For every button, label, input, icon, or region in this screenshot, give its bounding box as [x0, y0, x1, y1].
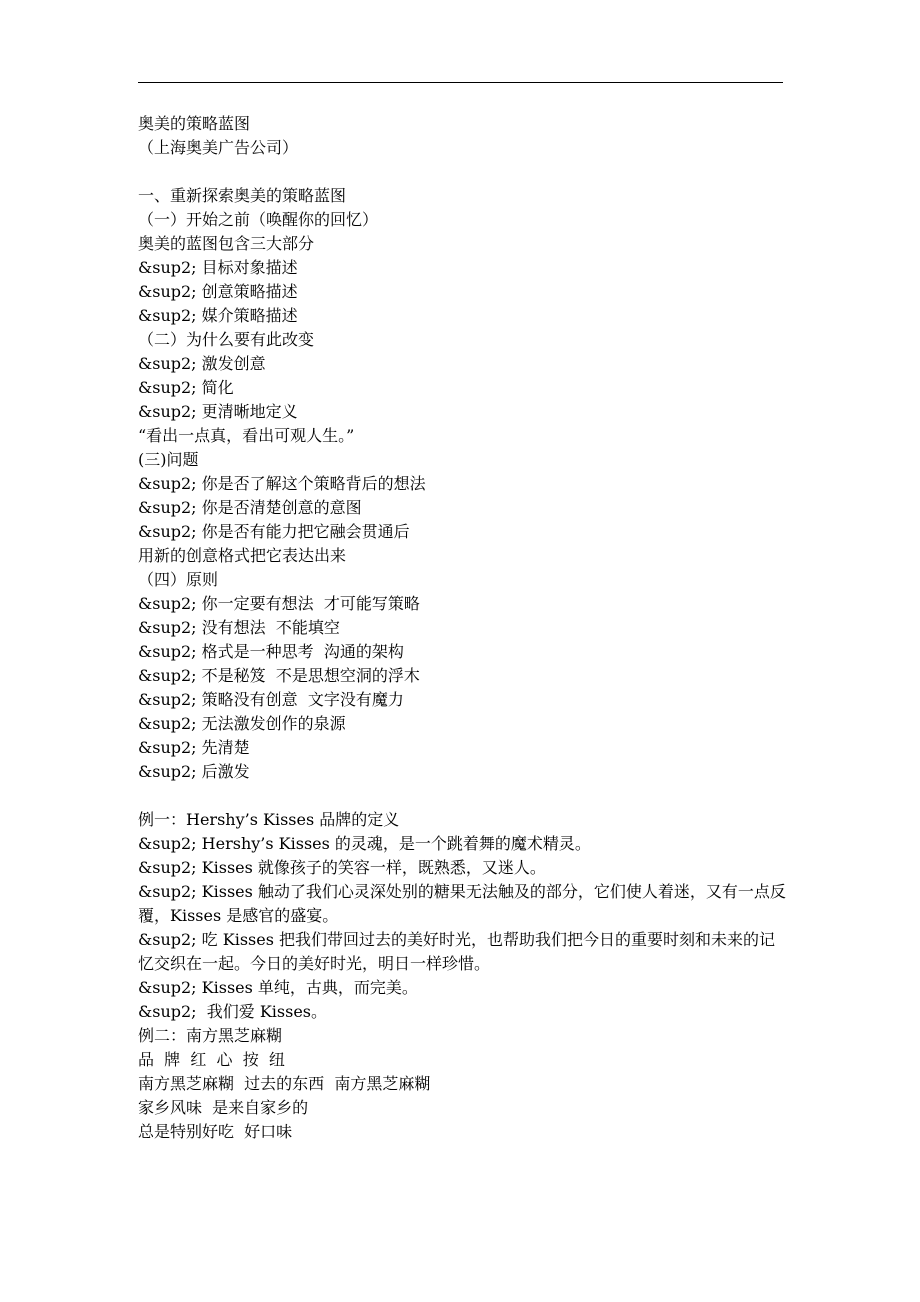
list-item: &sup2; 无法激发创作的泉源 [138, 714, 346, 733]
list-item: &sup2; Kisses 就像孩子的笑容一样，既熟悉，又迷人。 [138, 858, 546, 877]
list-item: &sup2; Kisses 单纯，古典，而完美。 [138, 978, 418, 997]
list-item: &sup2; 目标对象描述 [138, 258, 298, 277]
paragraph: 奥美的蓝图包含三大部分 [138, 234, 315, 253]
list-item: &sup2; 你是否有能力把它融会贯通后 [138, 522, 410, 541]
subsection-heading: （二）为什么要有此改变 [138, 330, 315, 349]
list-item: &sup2; 你是否清楚创意的意图 [138, 498, 362, 517]
paragraph: 南方黑芝麻糊 过去的东西 南方黑芝麻糊 [138, 1074, 431, 1093]
list-item: &sup2; 格式是一种思考 沟通的架构 [138, 642, 404, 661]
list-item: &sup2; 更清晰地定义 [138, 402, 298, 421]
list-item: &sup2; 后激发 [138, 762, 250, 781]
subsection-heading: (三)问题 [138, 450, 199, 469]
paragraph: 家乡风味 是来自家乡的 [138, 1098, 309, 1117]
list-item: &sup2; 没有想法 不能填空 [138, 618, 340, 637]
list-item: &sup2; 吃 Kisses 把我们带回过去的美好时光，也帮助我们把今日的重要时刻和未来的记忆交织在一起。今日的美好时光，明日一样珍惜。 [138, 930, 776, 973]
list-item: &sup2; 策略没有创意 文字没有魔力 [138, 690, 404, 709]
section-heading: 一、重新探索奥美的策略蓝图 [138, 186, 347, 205]
paragraph: 总是特别好吃 好口味 [138, 1122, 293, 1141]
spacer [138, 160, 788, 184]
spacer [138, 784, 788, 808]
paragraph: 用新的创意格式把它表达出来 [138, 546, 347, 565]
document-subtitle: （上海奥美广告公司） [138, 138, 299, 157]
quote: “看出一点真，看出可观人生。” [138, 426, 355, 445]
subsection-heading: （一）开始之前（唤醒你的回忆） [138, 210, 379, 229]
list-item: &sup2; 简化 [138, 378, 234, 397]
list-item: &sup2; 创意策略描述 [138, 282, 298, 301]
list-item: &sup2; 我们爱 Kisses。 [138, 1002, 328, 1021]
list-item: &sup2; 你是否了解这个策略背后的想法 [138, 474, 426, 493]
list-item: &sup2; 你一定要有想法 才可能写策略 [138, 594, 420, 613]
list-item: &sup2; 激发创意 [138, 354, 266, 373]
list-item: &sup2; Hershy’s Kisses 的灵魂，是一个跳着舞的魔术精灵。 [138, 834, 591, 853]
list-item: &sup2; 不是秘笈 不是思想空洞的浮木 [138, 666, 420, 685]
subsection-heading: （四）原则 [138, 570, 219, 589]
list-item: &sup2; 媒介策略描述 [138, 306, 298, 325]
list-item: &sup2; 先清楚 [138, 738, 250, 757]
example-heading: 例二：南方黑芝麻糊 [138, 1026, 283, 1045]
document-title: 奥美的策略蓝图 [138, 114, 251, 133]
header-rule [138, 82, 783, 83]
paragraph: 品 牌 红 心 按 纽 [138, 1050, 285, 1069]
example-heading: 例一：Hershy’s Kisses 品牌的定义 [138, 810, 400, 829]
list-item: &sup2; Kisses 触动了我们心灵深处别的糖果无法触及的部分，它们使人着迷，又有一点反覆，Kisses 是感官的盛宴。 [138, 882, 786, 925]
document-body [138, 112, 788, 1144]
